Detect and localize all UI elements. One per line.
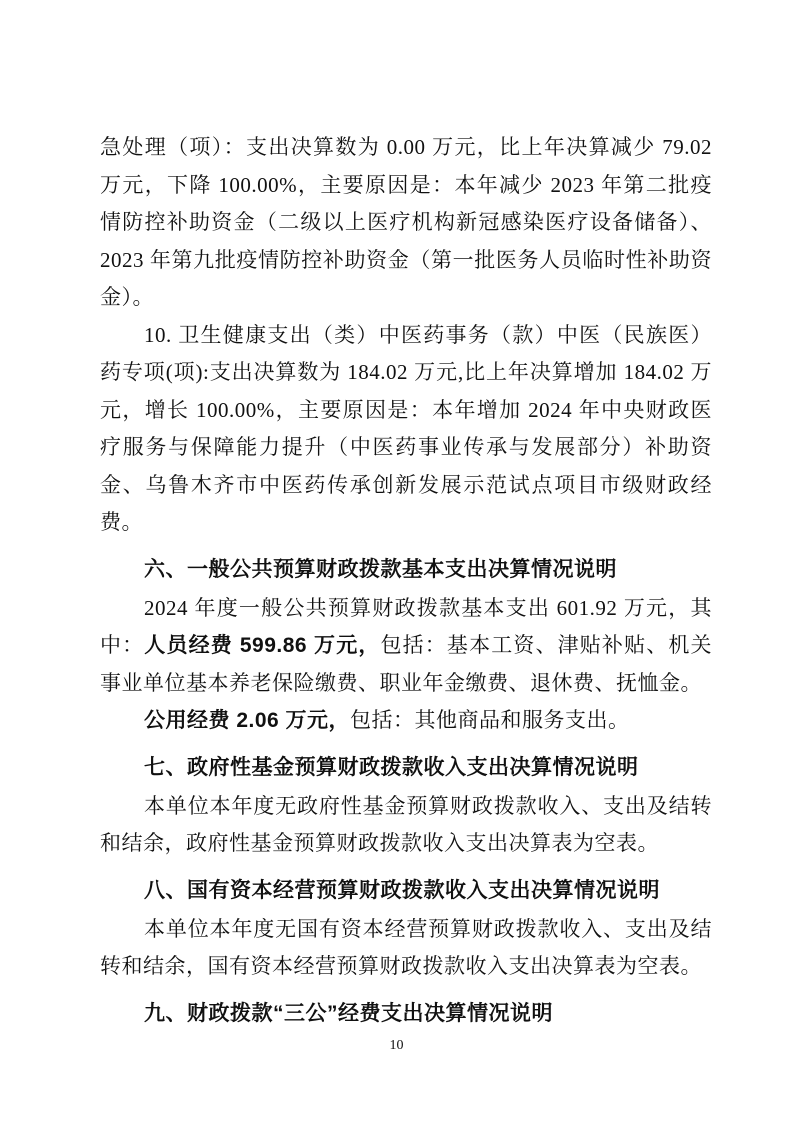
section-heading bbox=[100, 994, 712, 1034]
text-run: 包括：基本工资、津贴补贴、机关事业单位基本养老保险缴费、职业年金缴费、退休费、抚恤金。 bbox=[100, 633, 713, 695]
section-heading bbox=[100, 550, 712, 590]
text-run: 2024 年度一般公共预算财政拨款基本支出 601.92 万元，其中： bbox=[100, 595, 712, 657]
section-heading bbox=[100, 871, 712, 911]
body-paragraph bbox=[100, 911, 712, 986]
bold-text-run: 六、一般公共预算财政拨款基本支出决算情况说明 bbox=[144, 557, 617, 581]
bold-text-run: 人员经费 599.86 万元， bbox=[144, 634, 381, 657]
bold-text-run: 七、政府性基金预算财政拨款收入支出决算情况说明 bbox=[144, 755, 639, 779]
body-paragraph bbox=[100, 129, 712, 317]
page-number: 10 bbox=[389, 1038, 404, 1053]
body-paragraph bbox=[100, 590, 712, 703]
text-run: 本单位本年度无政府性基金预算财政拨款收入、支出及结转和结余，政府性基金预算财政拨款收入支出决算表为空表。 bbox=[100, 793, 712, 855]
section-heading bbox=[100, 748, 712, 788]
bold-text-run: 九、财政拨款“三公”经费支出决算情况说明 bbox=[144, 1001, 553, 1025]
text-run: 10. 卫生健康支出（类）中医药事务（款）中医（民族医）药专项(项):支出决算数为 184.02 万元,比上年决算增加 184.02 万元，增长 100.00%，主要原因是：本年增加 2024 年中央财政医疗服务与保障能力提升（中医药事业传承与发展部分）补助资金、乌鲁木齐市中医药传承创新发展示范试点项目市级财政经费。 bbox=[100, 322, 712, 534]
text-run: 急处理（项）：支出决算数为 0.00 万元，比上年决算减少 79.02 万元，下降 100.00%，主要原因是：本年减少 2023 年第二批疫情防控补助资金（二级以上医疗机构新冠感染医疗设备储备）、2023 年第九批疫情防控补助资金（第一批医务人员临时性补助资金）。 bbox=[100, 135, 712, 309]
bold-text-run: 公用经费 2.06 万元， bbox=[144, 709, 351, 732]
text-run: 包括：其他商品和服务支出。 bbox=[350, 708, 630, 732]
text-run: 本单位本年度无国有资本经营预算财政拨款收入、支出及结转和结余，国有资本经营预算财政拨款收入支出决算表为空表。 bbox=[100, 916, 712, 978]
document-body bbox=[100, 129, 712, 1034]
bold-text-run: 八、国有资本经营预算财政拨款收入支出决算情况说明 bbox=[144, 878, 660, 902]
body-paragraph bbox=[100, 702, 712, 740]
body-paragraph bbox=[100, 788, 712, 863]
body-paragraph bbox=[100, 317, 712, 542]
